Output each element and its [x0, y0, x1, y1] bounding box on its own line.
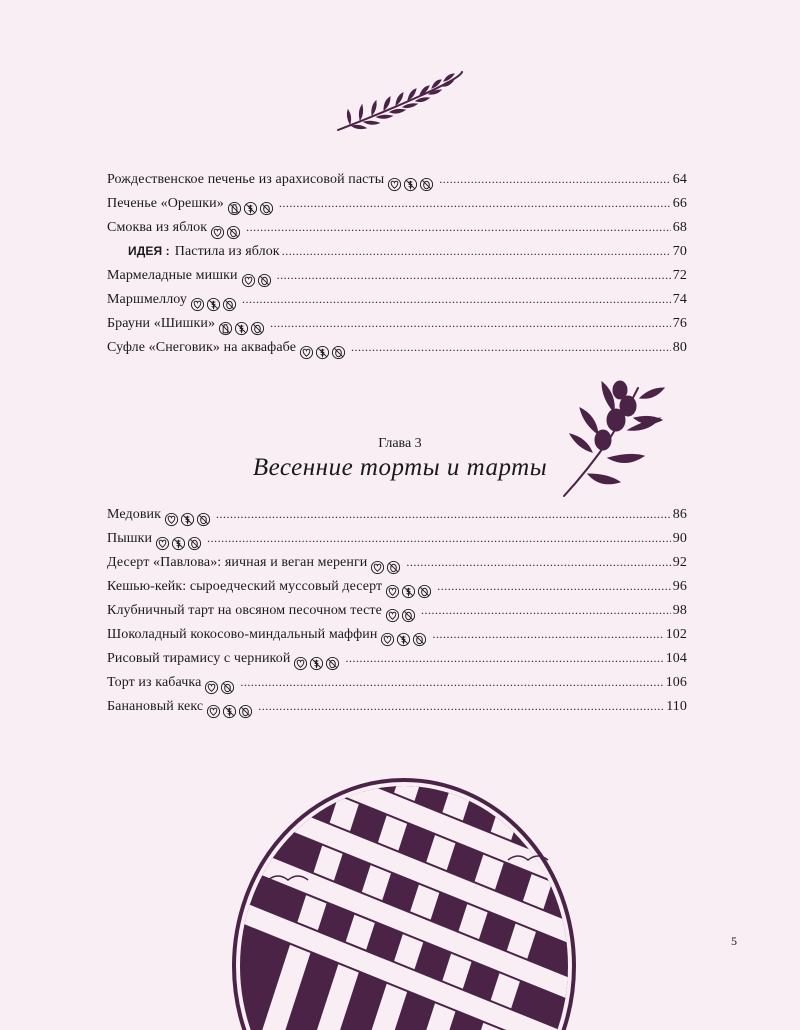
dot-leader [270, 316, 671, 332]
diet-icons [387, 177, 434, 192]
diet-icons [164, 512, 211, 527]
dot-leader [207, 531, 671, 547]
heart-leaf-icon [164, 512, 179, 527]
no-egg-icon [412, 632, 427, 647]
toc-entry-page: 76 [672, 316, 687, 331]
chapter-title: Весенние торты и тарты [252, 454, 548, 481]
toc-entry-page: 80 [672, 340, 687, 355]
toc-entry [107, 699, 687, 723]
diet-icons [210, 225, 241, 240]
no-wheat-icon [396, 632, 411, 647]
toc-entry-page: 64 [672, 172, 687, 187]
toc-entry [107, 579, 687, 603]
dot-leader [277, 268, 671, 284]
no-milk-icon [218, 321, 233, 336]
diet-icons [299, 345, 346, 360]
no-egg-icon [220, 680, 235, 695]
toc-entry-title: Суфле «Снеговик» на аквафабе [107, 340, 297, 355]
toc-entry-page: 102 [665, 627, 687, 642]
toc-entry-page: 90 [672, 531, 687, 546]
heart-leaf-icon [206, 704, 221, 719]
heart-leaf-icon [385, 584, 400, 599]
dot-leader [246, 220, 671, 236]
toc-entry-title: Рождественское печенье из арахисовой пасты [107, 172, 385, 187]
no-egg-icon [325, 656, 340, 671]
heart-leaf-icon [385, 608, 400, 623]
toc-entry [107, 627, 687, 651]
dot-leader [439, 172, 671, 188]
no-egg-icon [187, 536, 202, 551]
diet-icons [204, 680, 235, 695]
heart-leaf-icon [190, 297, 205, 312]
dot-leader [437, 579, 671, 595]
diet-icons [218, 321, 265, 336]
heart-leaf-icon [210, 225, 225, 240]
toc-entry-page: 72 [672, 268, 687, 283]
no-wheat-icon [403, 177, 418, 192]
heart-leaf-icon [241, 273, 256, 288]
page-number: 5 [731, 934, 737, 948]
heart-leaf-icon [293, 656, 308, 671]
lattice-pie-illustration [228, 770, 580, 1030]
toc-entry [107, 268, 687, 292]
toc-entry-page: 98 [672, 603, 687, 618]
heart-leaf-icon [155, 536, 170, 551]
chapter-heading [250, 436, 550, 482]
olive-branch-illustration [558, 378, 670, 500]
dot-leader [345, 651, 663, 667]
toc-entry [107, 603, 687, 627]
toc-entry [107, 507, 687, 531]
no-wheat-icon [222, 704, 237, 719]
diet-icons [385, 608, 416, 623]
dot-leader [279, 196, 671, 212]
toc-entry [107, 675, 687, 699]
no-egg-icon [222, 297, 237, 312]
heart-leaf-icon [204, 680, 219, 695]
toc-entry-title: Кешью-кейк: сыроедческий муссовый десерт [107, 579, 383, 594]
toc-entry [107, 651, 687, 675]
rosemary-sprig-illustration [330, 66, 470, 138]
dot-leader [351, 340, 671, 356]
dot-leader [432, 627, 663, 643]
no-wheat-icon [243, 201, 258, 216]
no-egg-icon [250, 321, 265, 336]
diet-icons [155, 536, 202, 551]
no-egg-icon [386, 560, 401, 575]
toc-entry-title: Брауни «Шишки» [107, 316, 216, 331]
toc-entry-page: 70 [672, 244, 687, 259]
chapter-number: Глава 3 [378, 436, 422, 451]
dot-leader [421, 603, 671, 619]
toc-entry-title: Рисовый тирамису с черникой [107, 651, 291, 666]
diet-icons [190, 297, 237, 312]
no-egg-icon [417, 584, 432, 599]
toc-entry [107, 292, 687, 316]
dot-leader [258, 699, 664, 715]
no-egg-icon [226, 225, 241, 240]
no-milk-icon [227, 201, 242, 216]
no-wheat-icon [401, 584, 416, 599]
toc-entry [107, 531, 687, 555]
heart-leaf-icon [370, 560, 385, 575]
toc-entry-page: 106 [665, 675, 687, 690]
toc-entry [107, 316, 687, 340]
toc-entry-title: Пастила из яблок [174, 244, 280, 259]
heart-leaf-icon [380, 632, 395, 647]
no-egg-icon [401, 608, 416, 623]
toc-entry-page: 92 [672, 555, 687, 570]
no-wheat-icon [315, 345, 330, 360]
toc-entry-page: 110 [666, 699, 687, 714]
toc-entry [107, 196, 687, 220]
no-wheat-icon [234, 321, 249, 336]
toc-entry [107, 220, 687, 244]
diet-icons [206, 704, 253, 719]
toc-entry [107, 172, 687, 196]
toc-entry [107, 555, 687, 579]
toc-entry-title: Торт из кабачка [107, 675, 202, 690]
toc-entry-page: 96 [672, 579, 687, 594]
toc-entry-title: Клубничный тарт на овсяном песочном тесте [107, 603, 382, 618]
dot-leader [216, 507, 671, 523]
diet-icons [293, 656, 340, 671]
no-wheat-icon [206, 297, 221, 312]
diet-icons [385, 584, 432, 599]
toc-entry [107, 244, 687, 268]
toc-entry-page: 68 [672, 220, 687, 235]
no-wheat-icon [171, 536, 186, 551]
toc-entry-page: 104 [665, 651, 687, 666]
heart-leaf-icon [299, 345, 314, 360]
toc-entry-page: 74 [672, 292, 687, 307]
toc-entry-title: Медовик [107, 507, 162, 522]
no-wheat-icon [180, 512, 195, 527]
diet-icons [370, 560, 401, 575]
toc-entry-title: Печенье «Орешки» [107, 196, 224, 211]
diet-icons [241, 273, 272, 288]
dot-leader [242, 292, 671, 308]
toc-entry-title: Шоколадный кокосово-миндальный маффин [107, 627, 378, 642]
no-egg-icon [196, 512, 211, 527]
toc-entry-page: 86 [672, 507, 687, 522]
no-egg-icon [331, 345, 346, 360]
no-egg-icon [238, 704, 253, 719]
no-egg-icon [259, 201, 274, 216]
toc-section-bottom [107, 507, 687, 723]
dot-leader [282, 244, 671, 260]
toc-entry-title: Смоква из яблок [107, 220, 208, 235]
no-wheat-icon [309, 656, 324, 671]
toc-entry-title: Мармеладные мишки [107, 268, 238, 283]
toc-entry [107, 340, 687, 364]
toc-entry-page: 66 [672, 196, 687, 211]
diet-icons [380, 632, 427, 647]
toc-entry-title: Маршмеллоу [107, 292, 187, 307]
diet-icons [227, 201, 274, 216]
toc-entry-title: Банановый кекс [107, 699, 204, 714]
dot-leader [406, 555, 670, 571]
toc-entry-title: Десерт «Павлова»: яичная и веган меренги [107, 555, 368, 570]
toc-entry-title: Пышки [107, 531, 153, 546]
heart-leaf-icon [387, 177, 402, 192]
idea-label: ИДЕЯ : [128, 244, 170, 258]
no-egg-icon [257, 273, 272, 288]
dot-leader [240, 675, 663, 691]
toc-section-top [107, 172, 687, 364]
no-egg-icon [419, 177, 434, 192]
